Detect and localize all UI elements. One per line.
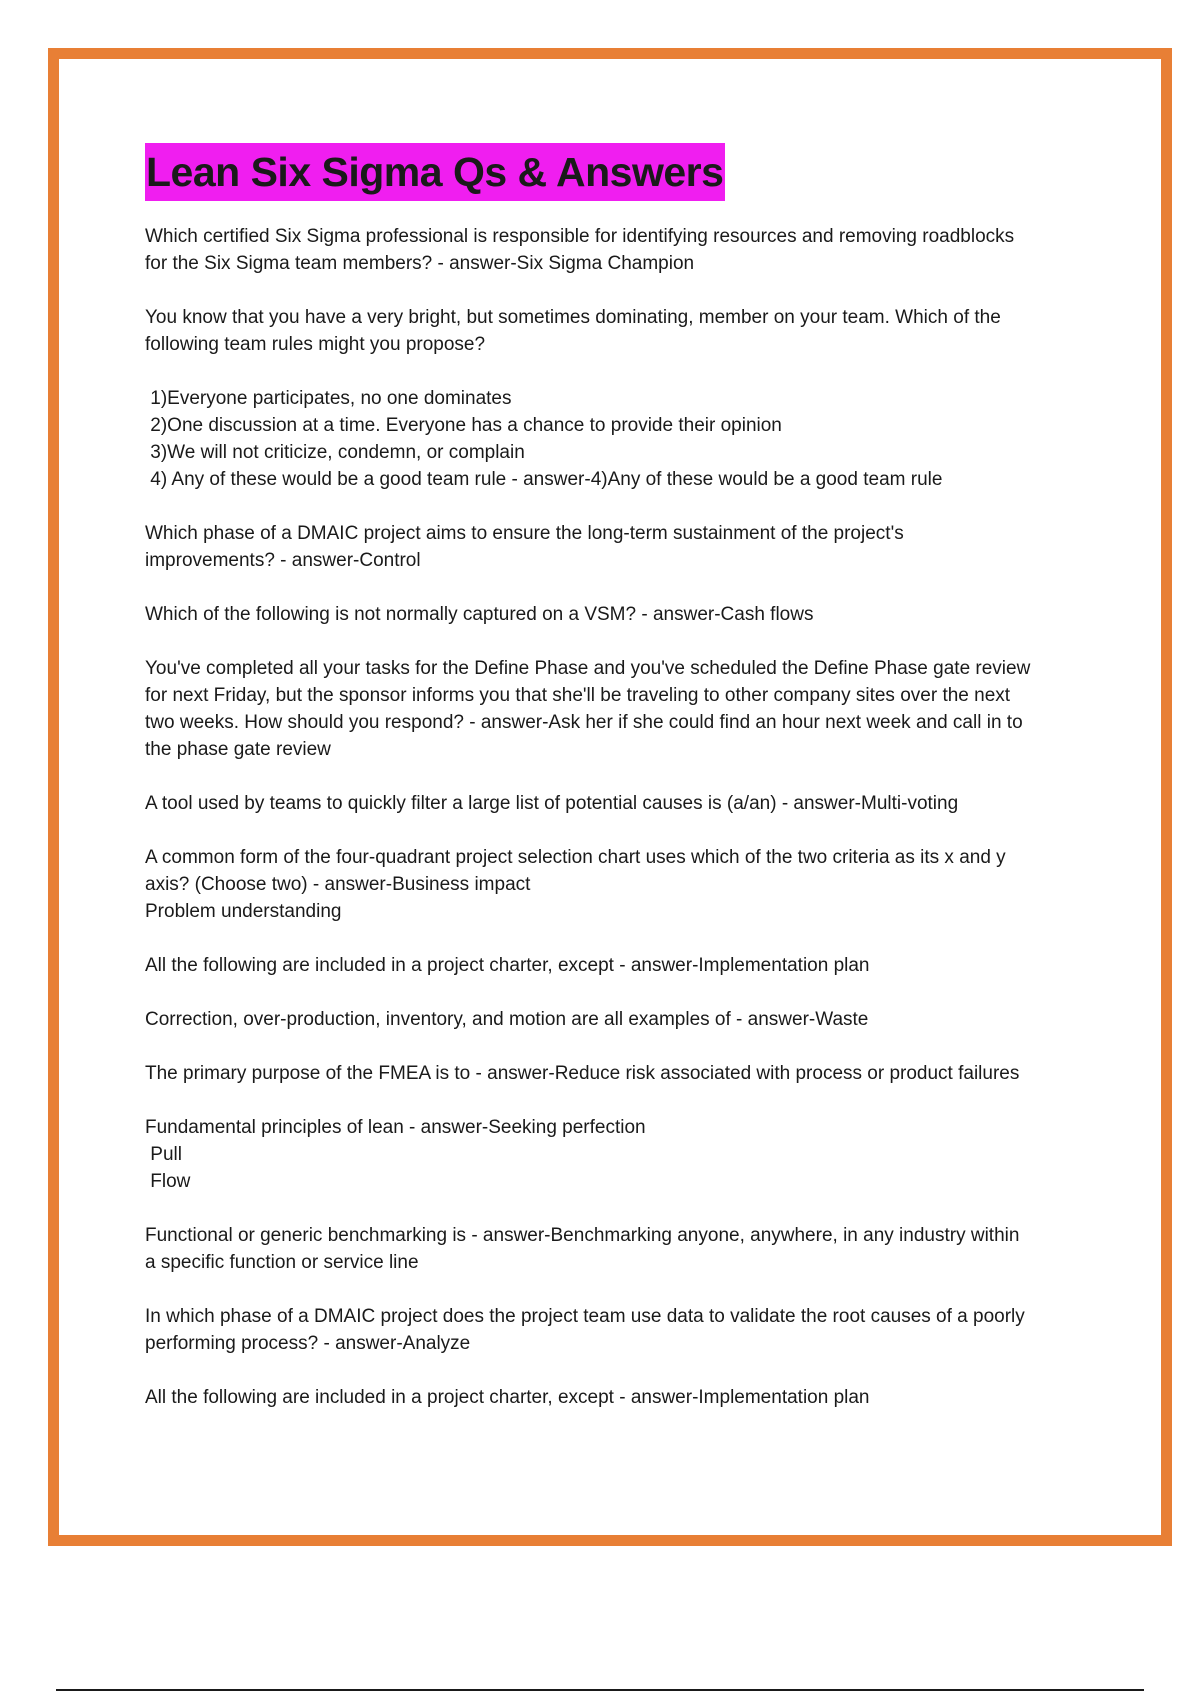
qa-line: Which certified Six Sigma professional is responsible for identifying resources and removing roadblocks [145,226,1015,247]
qa-line: 1)Everyone participates, no one dominates [145,388,512,409]
qa-entry [145,1060,1095,1087]
qa-line: 2)One discussion at a time. Everyone has a chance to provide their opinion [145,415,782,436]
qa-entry [145,1006,1095,1033]
qa-line: Pull [145,1144,182,1165]
qa-line: A common form of the four-quadrant project selection chart uses which of the two criteria as its x and y [145,847,1006,868]
qa-line: All the following are included in a project charter, except - answer-Implementation plan [145,955,870,976]
qa-line: axis? (Choose two) - answer-Business impact [145,874,531,895]
qa-line: 3)We will not criticize, condemn, or complain [145,442,525,463]
qa-line: Flow [145,1171,191,1192]
qa-entry [145,223,1095,277]
qa-line: Correction, over-production, inventory, and motion are all examples of - answer-Waste [145,1009,869,1030]
qa-line: Problem understanding [145,901,342,922]
footer-divider [56,1689,1144,1691]
qa-line: for next Friday, but the sponsor informs you that she'll be traveling to other company sites over the next [145,685,1011,706]
qa-entry [145,655,1095,763]
qa-entry [145,844,1095,925]
qa-entry [145,952,1095,979]
qa-line: two weeks. How should you respond? - answer-Ask her if she could find an hour next week and call in to [145,712,1023,733]
qa-entry [145,601,1095,628]
qa-line: All the following are included in a project charter, except - answer-Implementation plan [145,1387,870,1408]
qa-entry [145,790,1095,817]
qa-line: following team rules might you propose? [145,334,486,355]
qa-entry [145,1114,1095,1195]
document-title: Lean Six Sigma Qs & Answers [145,143,725,201]
qa-line: Fundamental principles of lean - answer-Seeking perfection [145,1117,646,1138]
qa-line: performing process? - answer-Analyze [145,1333,471,1354]
document-content [145,143,1095,1411]
qa-list [145,223,1095,1411]
qa-line: for the Six Sigma team members? - answer-Six Sigma Champion [145,253,695,274]
qa-line: Which of the following is not normally captured on a VSM? - answer-Cash flows [145,604,814,625]
qa-entry [145,520,1095,574]
qa-line: Functional or generic benchmarking is - answer-Benchmarking anyone, anywhere, in any industry within [145,1225,1020,1246]
qa-line: In which phase of a DMAIC project does the project team use data to validate the root causes of a poorly [145,1306,1025,1327]
qa-entry [145,1303,1095,1357]
qa-line: improvements? - answer-Control [145,550,421,571]
qa-line: the phase gate review [145,739,331,760]
qa-line: 4) Any of these would be a good team rule - answer-4)Any of these would be a good team rule [145,469,943,490]
qa-entry [145,304,1095,358]
qa-line: You've completed all your tasks for the Define Phase and you've scheduled the Define Phase gate review [145,658,1031,679]
qa-line: The primary purpose of the FMEA is to - answer-Reduce risk associated with process or product failures [145,1063,1020,1084]
qa-line: Which phase of a DMAIC project aims to ensure the long-term sustainment of the project's [145,523,904,544]
qa-line: a specific function or service line [145,1252,419,1273]
qa-entry [145,385,1095,493]
qa-line: A tool used by teams to quickly filter a large list of potential causes is (a/an) - answer-Multi-voting [145,793,959,814]
qa-entry [145,1384,1095,1411]
qa-entry [145,1222,1095,1276]
qa-line: You know that you have a very bright, but sometimes dominating, member on your team. Which of the [145,307,1001,328]
